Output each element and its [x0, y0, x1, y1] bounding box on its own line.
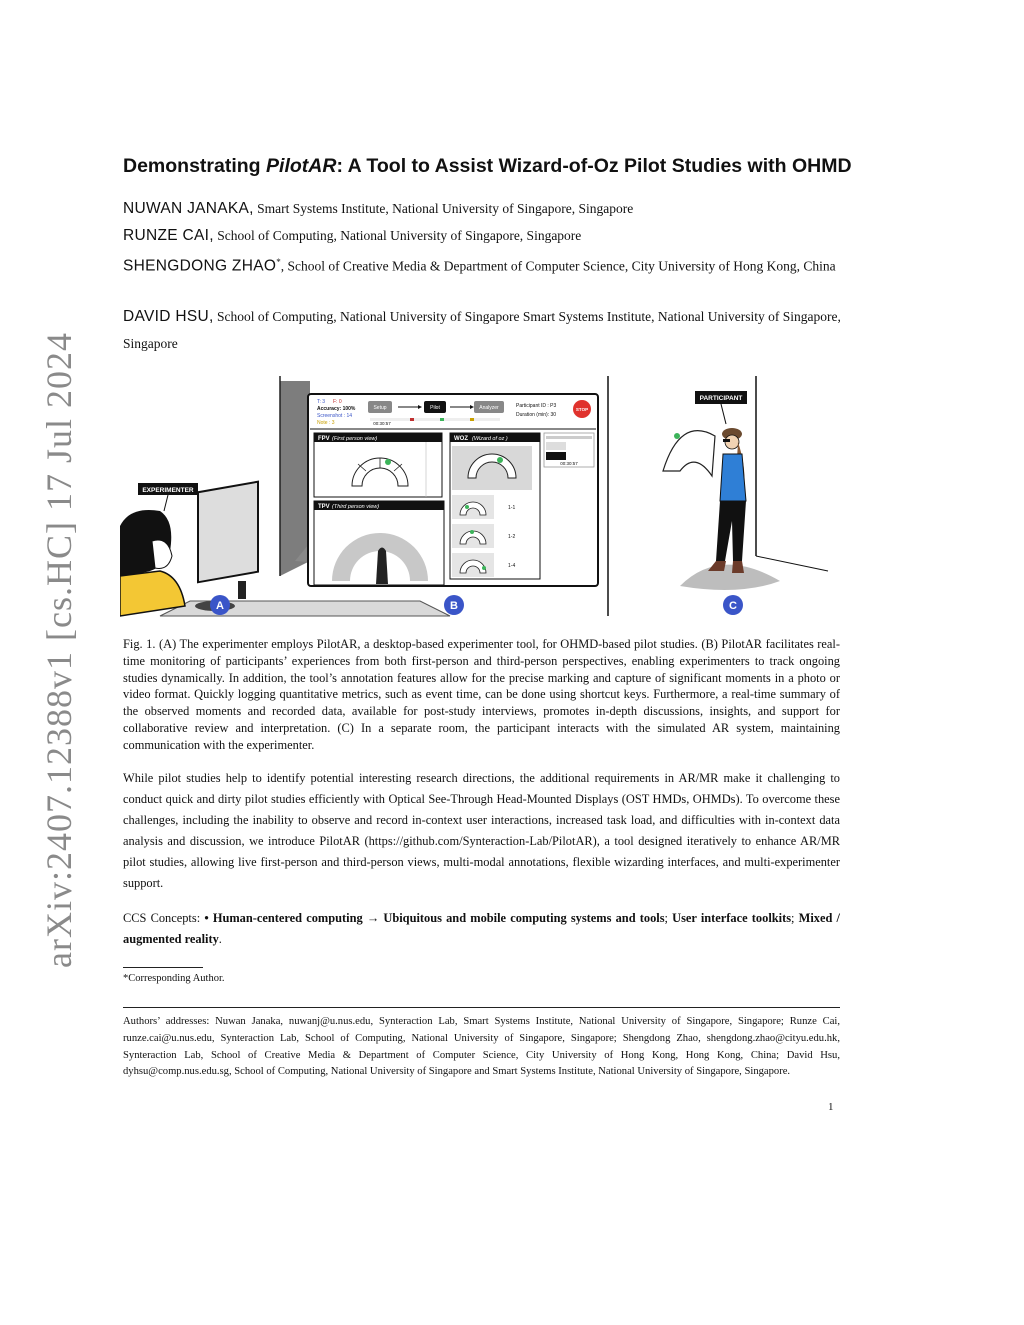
accuracy: Accuracy: 100% [317, 406, 356, 412]
svg-text:STOP: STOP [575, 407, 589, 412]
paper-title: Demonstrating PilotAR: A Tool to Assist Wizard-of-Oz Pilot Studies with OHMD [123, 155, 852, 177]
svg-text:1-4: 1-4 [508, 563, 516, 569]
woz-label: WOZ [454, 436, 468, 442]
monitor [198, 482, 258, 583]
timeline-timer: 00:30:57 [373, 421, 391, 426]
abstract: While pilot studies help to identify potential interesting research directions, the additional requirements in AR/MR make it challenging to conduct quick and dirty pilot studies efficiently with Optical See-Through Head-Mounted Displays (OST HMDs, OHMDs). To overcome these challenges, including the inability to observe and record in-context user interactions, increased task load, and difficulties with in-context data analysis and discussion, we introduce PilotAR (https://github.com/Synteraction-Lab/PilotAR), a tool designed iteratively to enhance AR/MR pilot studies, allowing live first-person and third-person views, multi-modal annotations, flexible wizarding interfaces, and multi-experimenter support. [123, 771, 840, 890]
ccs-concepts: CCS Concepts: • Human-centered computing → Ubiquitous and mobile computing systems and tools; User interface toolkits; Mixed / augmented reality. [123, 911, 840, 946]
tpv-label: TPV [318, 504, 330, 510]
note-count: Note : 3 [317, 420, 335, 426]
svg-text:A: A [216, 600, 224, 612]
figure-caption: Fig. 1. (A) The experimenter employs PilotAR, a desktop-based experimenter tool, for OHMD-based pilot studies. (B) PilotAR facilitates real-time monitoring of participants’ experiences from both first-person and third-person perspectives, enabling experimenters to track ongoing studies dynamically. In addition, the tool’s annotation features allow for the precise marking and capture of significant moments in a photo or video format. Quickly logging quantitative metrics, such as event time, can be done using shortcut keys. Furthermore, a real-time summary of the observed moments and recorded data, available for post-study interviews, promotes in-depth discussions, insights, and support for collaborative review and interpretation. (C) In a separate room, the participant interacts with the simulated AR system, maintaining communication with the experimenter. [123, 637, 840, 752]
participant-pants [716, 501, 746, 561]
svg-text:C: C [729, 600, 737, 612]
svg-text:(Wizard of oz ): (Wizard of oz ) [472, 436, 508, 442]
author-2: RUNZE CAI, School of Computing, National University of Singapore, Singapore [123, 227, 582, 244]
duration: Duration (min): 30 [516, 412, 557, 418]
stat-f: F: 0 [333, 399, 342, 405]
floor-target [680, 565, 780, 590]
svg-text:1-1: 1-1 [508, 505, 516, 511]
svg-text:(Third person view): (Third person view) [332, 504, 380, 510]
author-1: NUWAN JANAKA, Smart Systems Institute, National University of Singapore, Singapore [123, 200, 634, 217]
participant-shirt [720, 454, 746, 501]
screenshot-count: Screenshot : 14 [317, 413, 353, 419]
ar-gauge [663, 431, 715, 476]
wall-shadow [280, 381, 310, 576]
stat-t: T: 3 [317, 399, 326, 405]
svg-text:Setup: Setup [373, 405, 387, 411]
svg-text:(First person view): (First person view) [332, 436, 378, 442]
participant-id: Participant ID : P3 [516, 403, 557, 409]
svg-text:B: B [450, 600, 458, 612]
arxiv-identifier: arXiv:2407.12388v1 [cs.HC] 17 Jul 2024 [39, 332, 79, 968]
svg-text:00:30:57: 00:30:57 [560, 461, 578, 466]
author-3: SHENGDONG ZHAO*, School of Creative Media & Department of Computer Science, City University of Hong Kong, China [123, 257, 836, 275]
author-4: DAVID HSU, School of Computing, National University of Singapore Smart Systems Institute, National University of Singapore, Singapore [123, 308, 841, 351]
footnote: *Corresponding Author. [123, 973, 225, 984]
participant-label: PARTICIPANT [699, 395, 743, 402]
fpv-label: FPV [318, 436, 330, 442]
page-number: 1 [828, 1101, 834, 1113]
svg-text:Analyzer: Analyzer [479, 405, 499, 411]
svg-text:1-2: 1-2 [508, 534, 516, 540]
experimenter-label: EXPERIMENTER [142, 487, 194, 494]
author-addresses: Authors’ addresses: Nuwan Janaka, nuwanj@u.nus.edu, Synteraction Lab, Smart Systems Institute, National University of Singapore, Singapore; Runze Cai, runze.cai@u.nus.edu, Synteraction Lab, School of Computing, National University of Singapore, Singapore; Shengdong Zhao, shengdong.zhao@cityu.edu.hk, Synteraction Lab, School of Creative Media & Department of Computer Science, City University of Hong Kong, Hong Kong, China; David Hsu, dyhsu@comp.nus.edu.sg, School of Computing, National University of Singapore and Smart Systems Institute, National University of Singapore, Singapore. [123, 1016, 840, 1078]
figure-1 [120, 376, 840, 621]
svg-text:Pilot: Pilot [430, 405, 440, 411]
